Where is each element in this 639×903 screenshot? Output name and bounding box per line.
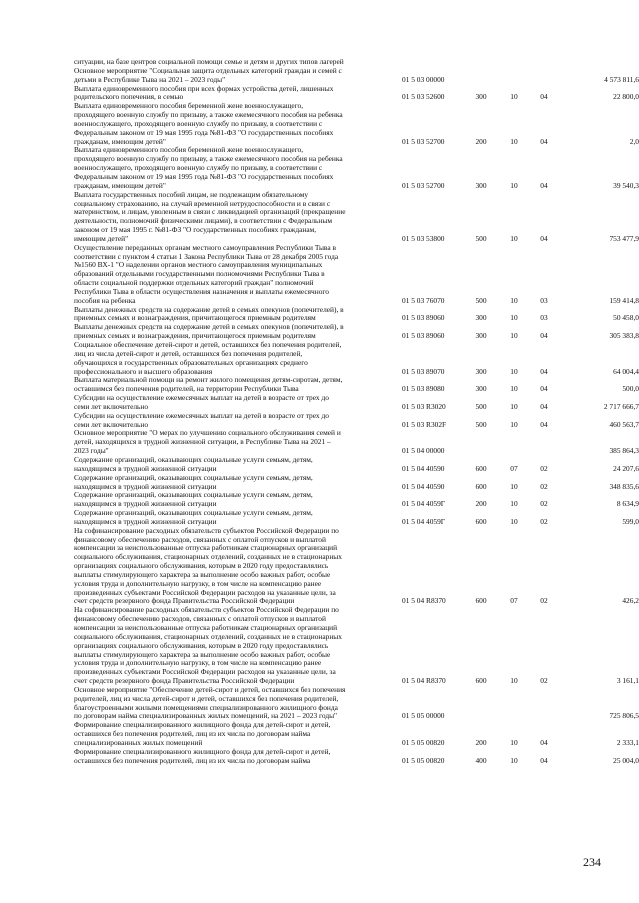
expense-type-code: 300 — [475, 92, 487, 102]
subsection-code: 03 — [540, 295, 548, 305]
subsection-code: 02 — [540, 516, 548, 526]
subsection-code: 04 — [540, 401, 548, 411]
section-code: 10 — [510, 233, 518, 243]
subsection-code: 02 — [540, 499, 548, 509]
budget-table — [74, 58, 639, 766]
expense-item-name: На софинансирование расходных обязательств субъектов Российской Федерации по финансовому обеспечению расходов, связанных с оплатой отпусков и выплатой компенсации за неиспользованные отпуска работникам стационарных организаций социального обслуживания, стационарных отделений, созданных не в стационарных организациях социального обслуживания, которым в 2020 году предоставлялись выплаты стимулирующего характера за выполнение особо важных работ, особые условия труда и дополнительную нагрузку, в том числе на компенсацию ранее произведенных субъектами Российской Федерации расходов на указанные цели, за счет средств резервного фонда Правительства Российской Федерации — [74, 605, 342, 686]
target-article-code: 01 5 03 52600 — [402, 92, 445, 102]
expense-item-name: Выплата единовременного пособия беременной жене военнослужащего, проходящего военную службу по призыву, а также ежемесячного пособия на ребенка военнослужащего, проходящего военную службу по призыву, в соответствии с Федеральным законом от 19 мая 1995 года №81-ФЗ "О государственных пособиях гражданам, имеющим детей" — [74, 101, 343, 146]
expense-item-name: Основное мероприятие "Социальная защита отдельных категорий граждан и семей с детьми в Республике Тыва на 2021 – 2023 годы" — [74, 65, 342, 84]
expense-item-name: Содержание организаций, оказывающих социальные услуги семьям, детям, находящимся в трудной жизненной ситуации — [74, 490, 313, 509]
table-row — [74, 146, 639, 190]
target-article-code: 01 5 04 40590 — [402, 481, 445, 491]
amount: 39 540,3 — [613, 180, 639, 190]
expense-type-code: 400 — [475, 755, 487, 765]
amount: 25 004,0 — [613, 755, 639, 765]
amount: 50 458,0 — [613, 313, 639, 323]
subsection-code: 04 — [540, 384, 548, 394]
section-code: 10 — [510, 737, 518, 747]
target-article-code: 01 5 03 89060 — [402, 313, 445, 323]
amount: 426,2 — [622, 596, 639, 606]
expense-type-code: 600 — [475, 481, 487, 491]
amount: 159 414,8 — [609, 295, 639, 305]
target-article-code: 01 5 03 89070 — [402, 366, 445, 376]
section-code: 10 — [510, 295, 518, 305]
expense-item-name: Содержание организаций, оказывающих социальные услуги семьям, детям, находящимся в трудной жизненной ситуации — [74, 454, 313, 473]
section-code: 10 — [510, 313, 518, 323]
table-row — [74, 429, 639, 456]
amount: 2 717 666,7 — [603, 401, 639, 411]
table-row — [74, 191, 639, 244]
expense-type-code: 600 — [475, 516, 487, 526]
subsection-code: 04 — [540, 233, 548, 243]
target-article-code: 01 5 04 40590 — [402, 463, 445, 473]
expense-item-name: Осуществление переданных органам местного самоуправления Республики Тыва в соответствии с пунктом 4 статьи 1 Закона Республики Тыва от 28 декабря 2005 года №1560 ВХ-1 "О наделении органов местного самоуправления муниципальных образований отдельными государственными полномочиями Республики Тыва в области социальной поддержки отдельных категорий граждан" полномочий Республики Тыва в области осуществления назначения и выплаты ежемесячного пособия на ребенка — [74, 242, 339, 305]
expense-item-name: Основное мероприятие "О мерах по улучшению социального обслуживания семей и детей, находящихся в трудной жизненной ситуации, в Республике Тыва на 2021 – 2023 годы" — [74, 428, 341, 456]
expense-type-code: 600 — [475, 463, 487, 473]
target-article-code: 01 5 03 53800 — [402, 233, 445, 243]
subsection-code: 04 — [540, 366, 548, 376]
expense-type-code: 300 — [475, 384, 487, 394]
expense-type-code: 600 — [475, 676, 487, 686]
table-row — [74, 491, 639, 509]
target-article-code: 01 5 04 R8370 — [402, 596, 446, 606]
section-code: 10 — [510, 516, 518, 526]
table-row — [74, 527, 639, 607]
expense-type-code: 300 — [475, 331, 487, 341]
amount: 348 835,6 — [609, 481, 639, 491]
section-code: 10 — [510, 499, 518, 509]
amount: 599,0 — [622, 516, 639, 526]
expense-item-name: Субсидии на осуществление ежемесячных выплат на детей в возрасте от трех до семи лет включительно — [74, 410, 329, 429]
amount: 3 161,1 — [616, 676, 639, 686]
target-article-code: 01 5 04 4059Г — [402, 516, 446, 526]
target-article-code: 01 5 05 00820 — [402, 737, 445, 747]
subsection-code: 02 — [540, 676, 548, 686]
section-code: 07 — [510, 596, 518, 606]
expense-type-code: 600 — [475, 596, 487, 606]
amount: 2,0 — [629, 136, 639, 146]
amount: 460 563,7 — [609, 419, 639, 429]
expense-type-code: 200 — [475, 737, 487, 747]
target-article-code: 01 5 03 52700 — [402, 136, 445, 146]
section-code: 10 — [510, 136, 518, 146]
table-row — [74, 686, 639, 721]
expense-type-code: 200 — [475, 499, 487, 509]
section-code: 10 — [510, 331, 518, 341]
table-row — [74, 102, 639, 146]
section-code: 10 — [510, 676, 518, 686]
table-row — [74, 412, 639, 430]
subsection-code: 04 — [540, 737, 548, 747]
subsection-code: 04 — [540, 331, 548, 341]
target-article-code: 01 5 03 76070 — [402, 295, 445, 305]
amount: 753 477,9 — [609, 233, 639, 243]
amount: 725 806,5 — [609, 711, 639, 721]
subsection-code: 04 — [540, 136, 548, 146]
target-article-code: 01 5 03 R302F — [402, 419, 447, 429]
table-row — [74, 306, 639, 324]
table-row — [74, 85, 639, 103]
expense-type-code: 500 — [475, 419, 487, 429]
expense-item-name: Выплаты денежных средств на содержание детей в семьях опекунов (попечителей), в приемных семьях и вознаграждения, причитающегося приемным родителям — [74, 322, 344, 341]
table-row — [74, 721, 639, 748]
expense-item-name: Формирование специализированного жилищного фонда для детей-сирот и детей, оставшихся без попечения родителей, лиц из их числа по договорам найма — [74, 746, 331, 765]
expense-item-name: Содержание организаций, оказывающих социальные услуги семьям, детям, находящимся в трудной жизненной ситуации — [74, 508, 313, 526]
expense-type-code: 300 — [475, 366, 487, 376]
table-row — [74, 748, 639, 766]
expense-item-name: Формирование специализированного жилищного фонда для детей-сирот и детей, оставшихся без попечения родителей, лиц из их числа по договорам найма специализированных жилых помещений — [74, 720, 331, 747]
section-code: 10 — [510, 755, 518, 765]
target-article-code: 01 5 03 89060 — [402, 331, 445, 341]
expense-type-code: 500 — [475, 295, 487, 305]
section-code: 10 — [510, 401, 518, 411]
target-article-code: 01 5 05 00820 — [402, 755, 445, 765]
table-row — [74, 509, 639, 527]
section-code: 10 — [510, 419, 518, 429]
section-code: 07 — [510, 463, 518, 473]
expense-item-name: Субсидии на осуществление ежемесячных выплат на детей в возрасте от трех до семи лет включительно — [74, 393, 329, 411]
expense-item-name: Выплаты денежных средств на содержание детей в семьях опекунов (попечителей), в приемных семьях и вознаграждения, причитающегося приемным родителям — [74, 304, 344, 323]
expense-type-code: 500 — [475, 401, 487, 411]
expense-type-code: 300 — [475, 313, 487, 323]
expense-item-name: Выплата единовременного пособия при всех формах устройства детей, лишенных родительского попечения, в семью — [74, 83, 334, 102]
expense-type-code: 200 — [475, 136, 487, 146]
expense-item-name: Выплата единовременного пособия беременной жене военнослужащего, проходящего военную службу по призыву, а также ежемесячного пособия на ребенка военнослужащего, проходящего военную службу по призыву, в соответствии с Федеральным законом от 19 мая 1995 года №81-ФЗ "О государственных пособиях гражданам, имеющим детей" — [74, 145, 343, 190]
amount: 22 800,0 — [613, 92, 639, 102]
subsection-code: 03 — [540, 313, 548, 323]
expense-type-code: 300 — [475, 180, 487, 190]
section-code: 10 — [510, 92, 518, 102]
target-article-code: 01 5 03 52700 — [402, 180, 445, 190]
page-number: 234 — [583, 855, 601, 869]
target-article-code: 01 5 05 00000 — [402, 711, 445, 721]
amount: 305 383,8 — [609, 331, 639, 341]
section-code: 10 — [510, 481, 518, 491]
table-row — [74, 244, 639, 306]
target-article-code: 01 5 04 R8370 — [402, 676, 446, 686]
section-code: 10 — [510, 384, 518, 394]
table-row — [74, 323, 639, 341]
subsection-code: 04 — [540, 755, 548, 765]
expense-item-name: На софинансирование расходных обязательств субъектов Российской Федерации по финансовому обеспечению расходов, связанных с оплатой отпусков и выплатой компенсации за неиспользованные отпуска работникам стационарных организаций социального обслуживания, стационарных отделений, созданных не в стационарных организациях социального обслуживания, которым в 2020 году предоставлялись выплаты стимулирующего характера за выполнение особо важных работ, особые условия труда и дополнительную нагрузку, в том числе на компенсацию ранее произведенных субъектами Российской Федерации расходов на указанные цели, за счет средств резервного фонда Правительства Российской Федерации — [74, 525, 342, 606]
amount: 385 864,3 — [609, 446, 639, 456]
target-article-code: 01 5 03 89080 — [402, 384, 445, 394]
section-code: 10 — [510, 366, 518, 376]
subsection-code: 02 — [540, 463, 548, 473]
table-row — [74, 606, 639, 686]
expense-type-code: 500 — [475, 233, 487, 243]
expense-item-name: Выплата государственных пособий лицам, не подлежащим обязательному социальному страхованию, на случай временной нетрудоспособности и в связи с материнством, и лицам, уволенным в связи с ликвидацией организаций (прекращение деятельности, полномочий физическими лицами), в соответствии с Федеральным законом от 19 мая 1995 г. №81-ФЗ "О государственных пособиях гражданам, имеющим детей" — [74, 189, 346, 243]
subsection-code: 02 — [540, 481, 548, 491]
target-article-code: 01 5 04 4059Г — [402, 499, 446, 509]
amount: 64 004,4 — [613, 366, 639, 376]
subsection-code: 04 — [540, 180, 548, 190]
table-row — [74, 474, 639, 492]
target-article-code: 01 5 04 00000 — [402, 446, 445, 456]
amount: 4 573 811,6 — [604, 74, 639, 84]
subsection-code: 04 — [540, 419, 548, 429]
amount: 2 333,1 — [616, 737, 639, 747]
table-row — [74, 67, 639, 85]
subsection-code: 04 — [540, 92, 548, 102]
table-row — [74, 394, 639, 412]
expense-item-name: Основное мероприятие "Обеспечение детей-сирот и детей, оставшихся без попечения родителей, лиц из числа детей-сирот и детей, оставшихся без попечения родителей, благоустроенными жилыми помещениями специализированного жилищного фонда по договорам найма специализированных жилых помещений, на 2021 – 2023 годы" — [74, 684, 346, 721]
table-row — [74, 456, 639, 474]
target-article-code: 01 5 03 00000 — [402, 74, 445, 84]
subsection-code: 02 — [540, 596, 548, 606]
section-code: 10 — [510, 180, 518, 190]
target-article-code: 01 5 03 R3020 — [402, 401, 446, 411]
expense-item-name: Содержание организаций, оказывающих социальные услуги семьям, детям, находящимся в трудной жизненной ситуации — [74, 472, 313, 491]
amount: 24 207,6 — [613, 463, 639, 473]
amount: 500,0 — [622, 384, 639, 394]
table-row — [74, 376, 639, 394]
table-row — [74, 341, 639, 376]
amount: 8 634,9 — [616, 499, 639, 509]
expense-item-name: Социальное обеспечение детей-сирот и детей, оставшихся без попечения родителей, лиц из числа детей-сирот и детей, оставшихся без попечения родителей, обучающихся в государственных образовательных организациях среднего профессионального и высшего образования — [74, 340, 342, 376]
expense-item-name: Выплата материальной помощи на ремонт жилого помещения детям-сиротам, детям, оставшимся без попечения родителей, на территории Республики Тыва — [74, 375, 343, 394]
expense-item-name: ситуации, на базе центров социальной помощи семье и детям и других типов лагерей — [74, 57, 344, 66]
